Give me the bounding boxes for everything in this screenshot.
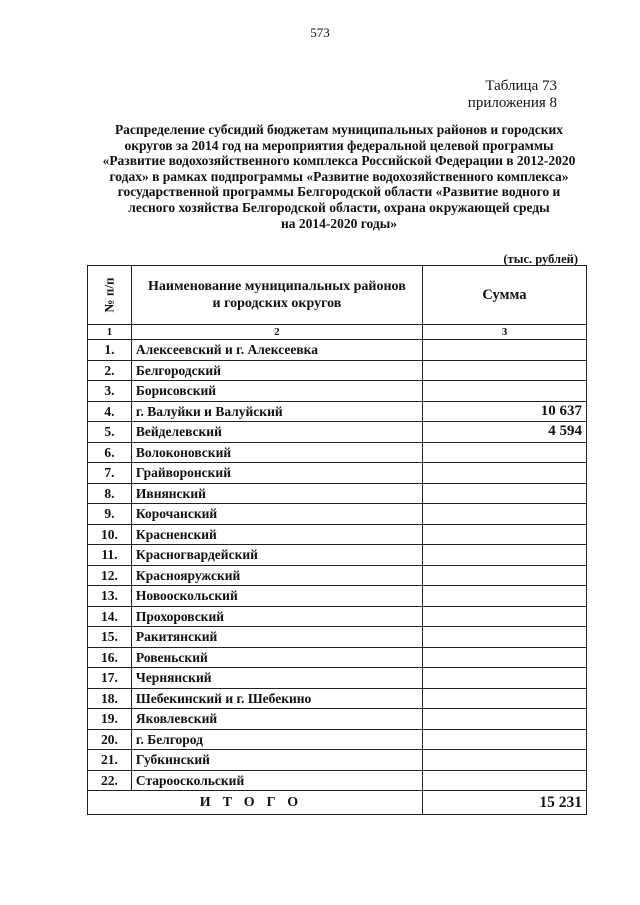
row-number: 4. <box>88 401 132 422</box>
table-row <box>88 442 587 463</box>
row-number: 21. <box>88 750 132 771</box>
table-row <box>88 360 587 381</box>
title-line: «Развитие водохозяйственного комплекса Российской Федерации в 2012-2020 <box>102 153 576 169</box>
table-row <box>88 545 587 566</box>
district-name: Краснояружский <box>131 565 422 586</box>
table-row <box>88 627 587 648</box>
subsidy-sum <box>422 668 586 689</box>
header-number <box>88 266 132 325</box>
table-body <box>88 325 587 815</box>
subsidy-sum <box>422 483 586 504</box>
subsidy-sum <box>422 381 586 402</box>
table-caption <box>468 78 557 112</box>
district-name: Алексеевский и г. Алексеевка <box>131 340 422 361</box>
subsidy-sum <box>422 688 586 709</box>
row-number: 10. <box>88 524 132 545</box>
district-name: Ивнянский <box>131 483 422 504</box>
subsidy-sum <box>422 565 586 586</box>
column-number: 1 <box>88 325 132 340</box>
subsidy-sum: 4 594 <box>422 422 586 443</box>
table-row <box>88 524 587 545</box>
table-row <box>88 709 587 730</box>
table-row <box>88 340 587 361</box>
district-name: Белгородский <box>131 360 422 381</box>
subsidy-sum <box>422 524 586 545</box>
table-row <box>88 463 587 484</box>
district-name: Вейделевский <box>131 422 422 443</box>
row-number: 13. <box>88 586 132 607</box>
table-row <box>88 565 587 586</box>
row-number: 1. <box>88 340 132 361</box>
title-line: Распределение субсидий бюджетам муниципальных районов и городских <box>114 122 564 137</box>
page-number: 573 <box>310 25 330 40</box>
district-name: Губкинский <box>131 750 422 771</box>
subsidy-sum <box>422 750 586 771</box>
row-number: 6. <box>88 442 132 463</box>
district-name: Шебекинский и г. Шебекино <box>131 688 422 709</box>
district-name: г. Белгород <box>131 729 422 750</box>
row-number: 9. <box>88 504 132 525</box>
subsidy-sum <box>422 586 586 607</box>
district-name: Волоконовский <box>131 442 422 463</box>
title-line: лесного хозяйства Белгородской области, охрана окружающей среды <box>128 199 550 215</box>
subsidy-sum <box>422 442 586 463</box>
table-row <box>88 586 587 607</box>
total-label: ИТОГО <box>88 791 423 815</box>
district-name: Борисовский <box>131 381 422 402</box>
table-row <box>88 401 587 422</box>
header-name <box>131 266 422 325</box>
district-name: Красненский <box>131 524 422 545</box>
table-row <box>88 770 587 791</box>
row-number: 17. <box>88 668 132 689</box>
column-number-row <box>88 325 587 340</box>
district-name: Корочанский <box>131 504 422 525</box>
table-row <box>88 422 587 443</box>
subsidy-sum <box>422 504 586 525</box>
column-number: 2 <box>131 325 422 340</box>
row-number: 11. <box>88 545 132 566</box>
subsidy-sum <box>422 360 586 381</box>
total-row <box>88 791 587 815</box>
header-row <box>88 266 587 325</box>
table-row <box>88 381 587 402</box>
table-row <box>88 729 587 750</box>
subsidy-sum <box>422 606 586 627</box>
subsidy-sum <box>422 729 586 750</box>
row-number: 14. <box>88 606 132 627</box>
caption-table-number: Таблица 73 <box>485 78 557 94</box>
row-number: 19. <box>88 709 132 730</box>
column-number: 3 <box>422 325 586 340</box>
subsidy-sum <box>422 770 586 791</box>
subsidy-sum <box>422 545 586 566</box>
title-line: годах» в рамках подпрограммы «Развитие водохозяйственного комплекса» <box>109 168 569 184</box>
total-sum: 15 231 <box>422 791 586 815</box>
row-number: 18. <box>88 688 132 709</box>
table-row <box>88 688 587 709</box>
title-line: государственной программы Белгородской области «Развитие водного и <box>117 184 561 200</box>
district-name: Ракитянский <box>131 627 422 648</box>
row-number: 15. <box>88 627 132 648</box>
district-name: Новооскольский <box>131 586 422 607</box>
units-label: (тыс. рублей) <box>503 252 578 266</box>
district-name: Яковлевский <box>131 709 422 730</box>
subsidy-sum <box>422 627 586 648</box>
district-name: Ровеньский <box>131 647 422 668</box>
subsidy-table <box>87 265 587 815</box>
header-name-line2: и городских округов <box>212 296 342 311</box>
subsidy-sum <box>422 463 586 484</box>
table-row <box>88 668 587 689</box>
subsidy-sum <box>422 709 586 730</box>
row-number: 8. <box>88 483 132 504</box>
subsidy-sum <box>422 647 586 668</box>
district-name: Старооскольский <box>131 770 422 791</box>
header-number-label: № п/п <box>101 277 117 312</box>
row-number: 2. <box>88 360 132 381</box>
title-line: на 2014-2020 годы» <box>280 215 398 231</box>
table-header <box>88 266 587 325</box>
district-name: Прохоровский <box>131 606 422 627</box>
subsidy-sum <box>422 340 586 361</box>
document-title <box>86 122 592 231</box>
header-name-line1: Наименование муниципальных районов <box>148 279 406 294</box>
header-sum: Сумма <box>422 266 586 325</box>
caption-appendix: приложения 8 <box>467 95 557 111</box>
table-row <box>88 504 587 525</box>
row-number: 7. <box>88 463 132 484</box>
row-number: 3. <box>88 381 132 402</box>
table-row <box>88 606 587 627</box>
district-name: Чернянский <box>131 668 422 689</box>
table-row <box>88 750 587 771</box>
district-name: Грайворонский <box>131 463 422 484</box>
district-name: Красногвардейский <box>131 545 422 566</box>
table-row <box>88 483 587 504</box>
row-number: 20. <box>88 729 132 750</box>
title-line: округов за 2014 год на мероприятия федеральной целевой программы <box>124 137 554 153</box>
row-number: 5. <box>88 422 132 443</box>
district-name: г. Валуйки и Валуйский <box>131 401 422 422</box>
row-number: 12. <box>88 565 132 586</box>
row-number: 22. <box>88 770 132 791</box>
table-row <box>88 647 587 668</box>
subsidy-sum: 10 637 <box>422 401 586 422</box>
row-number: 16. <box>88 647 132 668</box>
